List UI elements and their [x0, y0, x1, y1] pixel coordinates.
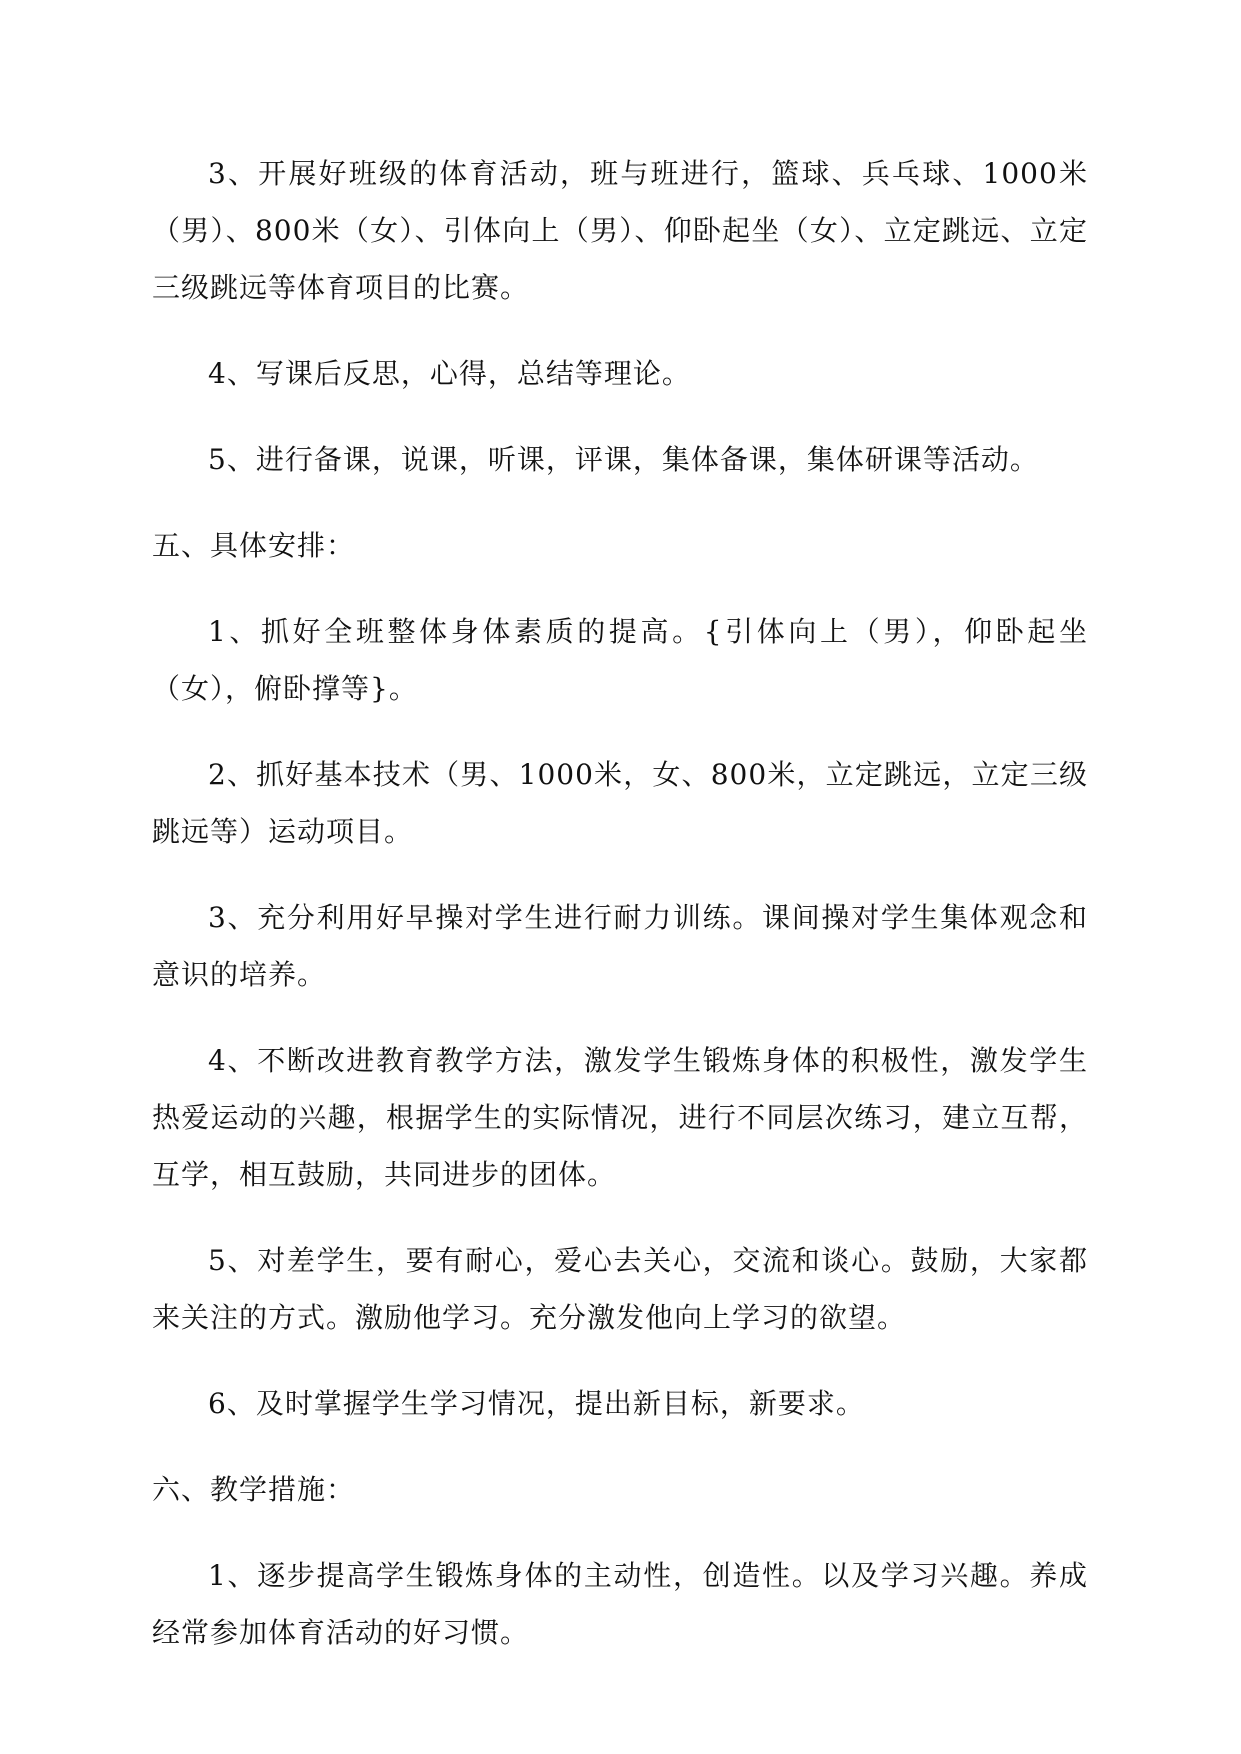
- list-item-new-goals: 6、及时掌握学生学习情况，提出新目标，新要求。: [208, 1387, 865, 1420]
- list-item-fitness: 1、抓好全班整体身体素质的提高。{引体向上（男），仰卧起坐（女），俯卧撑等}。: [152, 615, 1088, 705]
- list-item-basic-skills: 2、抓好基本技术（男、1000米，女、800米，立定跳远，立定三级跳远等）运动项目。: [152, 758, 1088, 848]
- list-item-activities: 3、开展好班级的体育活动，班与班进行，篮球、兵乓球、1000米（男）、800米（女）、引体向上（男）、仰卧起坐（女）、立定跳远、立定三级跳远等体育项目的比赛。: [152, 157, 1088, 304]
- section-heading-measures: 六、教学措施：: [152, 1473, 356, 1506]
- list-item-teaching-methods: 4、不断改进教育教学方法，激发学生锻炼身体的积极性，激发学生热爱运动的兴趣，根据学生的实际情况，进行不同层次练习，建立互帮，互学，相互鼓励，共同进步的团体。: [152, 1044, 1088, 1191]
- list-item-initiative: 1、逐步提高学生锻炼身体的主动性，创造性。以及学习兴趣。养成经常参加体育活动的好习惯。: [152, 1559, 1088, 1649]
- list-item-lesson-prep: 5、进行备课，说课，听课，评课，集体备课，集体研课等活动。: [208, 443, 1039, 476]
- section-heading-arrangement: 五、具体安排：: [152, 529, 356, 562]
- list-item-morning-exercise: 3、充分利用好早操对学生进行耐力训练。课间操对学生集体观念和意识的培养。: [152, 901, 1088, 991]
- list-item-struggling-students: 5、对差学生，要有耐心，爱心去关心，交流和谈心。鼓励，大家都来关注的方式。激励他学习。充分激发他向上学习的欲望。: [152, 1244, 1088, 1334]
- list-item-reflection: 4、写课后反思，心得，总结等理论。: [208, 357, 691, 390]
- document-body: [152, 145, 1088, 1690]
